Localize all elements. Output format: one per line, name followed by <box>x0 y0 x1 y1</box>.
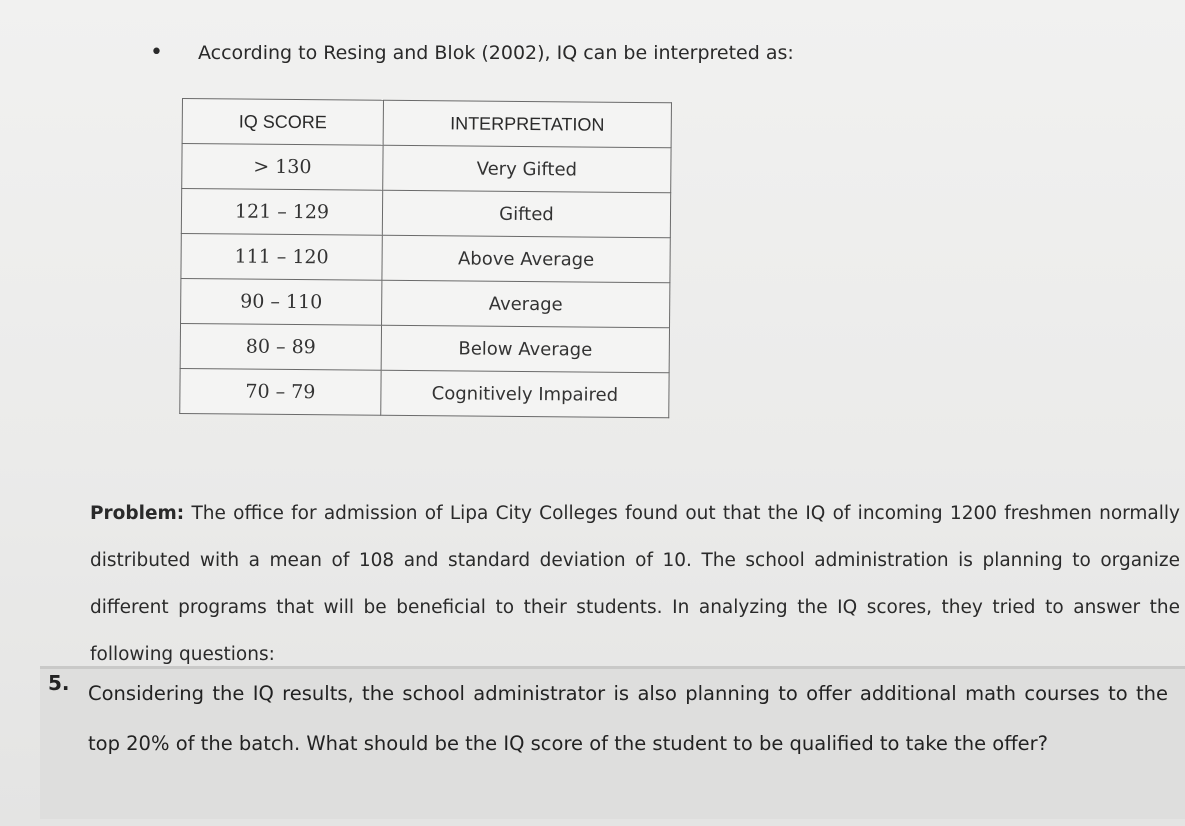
iq-score-cell: 80 – 89 <box>180 323 381 370</box>
interpretation-cell: Average <box>382 280 670 328</box>
header-iq-score: IQ SCORE <box>182 99 383 146</box>
table-row <box>180 323 669 372</box>
problem-text: The office for admission of Lipa City Colleges found out that the IQ of incoming 1200 freshmen normally distributed with a mean of 108 and standard deviation of 10. The school administration is planning to organize different programs that will be beneficial to their students. In analyzing the IQ scores, they tried to answer the following questions: <box>90 503 1181 665</box>
iq-interpretation-table <box>179 98 672 418</box>
iq-score-cell: > 130 <box>182 144 383 191</box>
iq-score-cell: 70 – 79 <box>180 368 381 415</box>
problem-label: Problem: <box>90 503 185 524</box>
iq-score-cell: 90 – 110 <box>181 278 382 325</box>
intro-text: According to Resing and Blok (2002), IQ can be interpreted as: <box>198 42 794 64</box>
question-block <box>40 669 1185 819</box>
question-text-block <box>88 669 1168 769</box>
interpretation-cell: Gifted <box>382 190 670 238</box>
bullet-point: • <box>150 40 163 65</box>
table-row <box>180 368 669 417</box>
interpretation-cell: Below Average <box>381 325 669 373</box>
question-text: Considering the IQ results, the school administrator is also planning to offer additional math courses to the top 20% of the batch. What should be the IQ score of the student to be qualified to take the offer? <box>88 682 1168 755</box>
interpretation-cell: Above Average <box>382 235 670 283</box>
table-header-row <box>182 99 671 148</box>
table-row <box>182 144 671 193</box>
interpretation-cell: Very Gifted <box>383 145 671 193</box>
iq-score-cell: 111 – 120 <box>181 233 382 280</box>
header-interpretation: INTERPRETATION <box>383 100 671 148</box>
interpretation-cell: Cognitively Impaired <box>381 370 669 418</box>
iq-score-cell: 121 – 129 <box>181 189 382 236</box>
question-number: 5. <box>48 671 70 695</box>
table-row <box>181 233 670 282</box>
table-row <box>181 278 670 327</box>
problem-paragraph <box>90 490 1180 678</box>
table-row <box>181 189 670 238</box>
